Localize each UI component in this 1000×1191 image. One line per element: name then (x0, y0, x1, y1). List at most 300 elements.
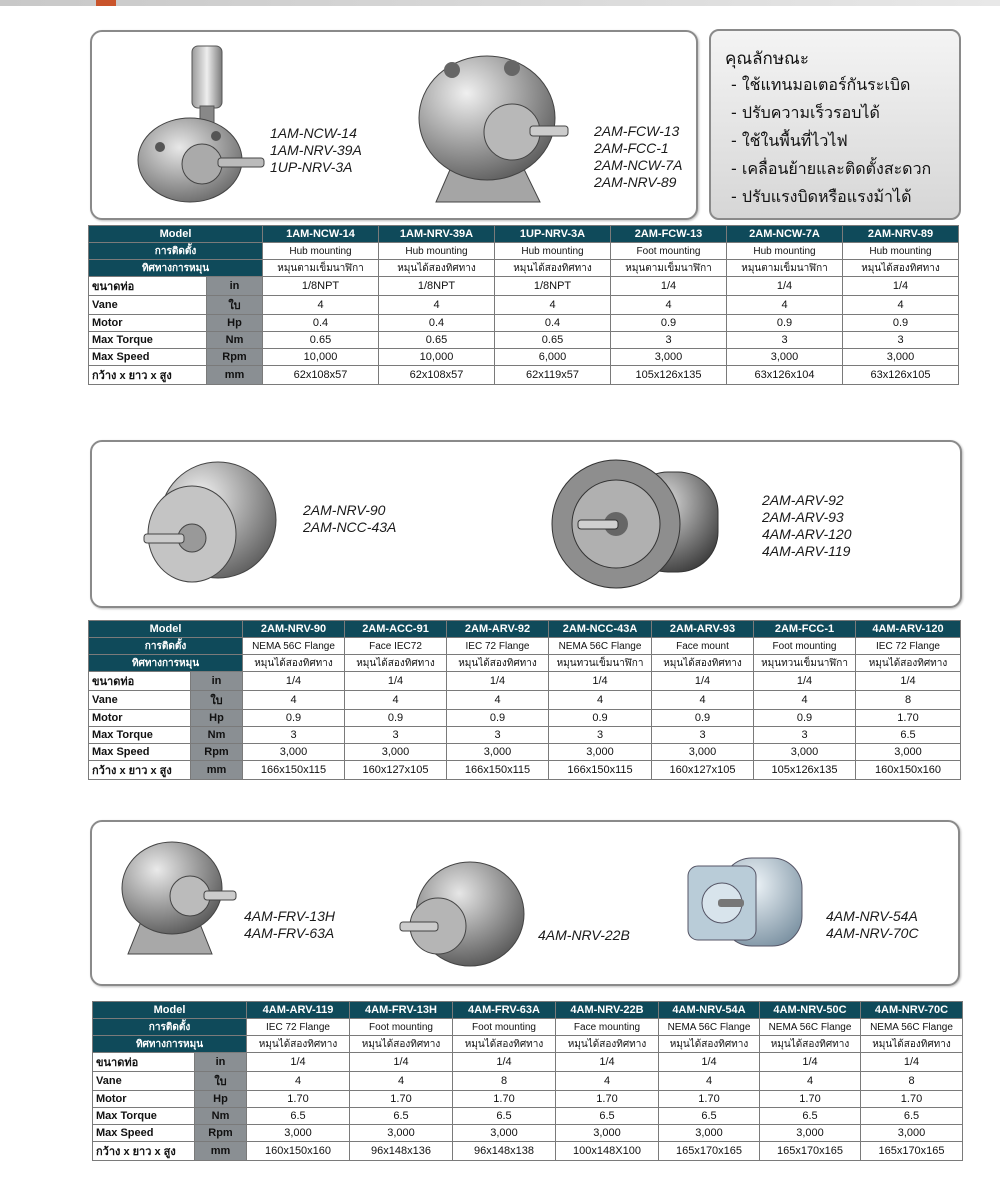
spec-cell: หมุนได้สองทิศทาง (556, 1036, 659, 1053)
spec-cell: IEC 72 Flange (247, 1019, 350, 1036)
model-label: 4AM-FRV-13H (244, 908, 336, 924)
spec-cell: 166x150x115 (447, 761, 549, 780)
row-label: กว้าง x ยาว x สูง (89, 366, 207, 385)
spec-cell: หมุนตามเข็มนาฬิกา (727, 260, 843, 277)
model-header-cell: 2AM-ARV-92 (447, 621, 549, 638)
spec-cell: Hub mounting (727, 243, 843, 260)
spec-cell: 3,000 (856, 744, 961, 761)
model-label: 4AM-ARV-119 (762, 543, 851, 559)
spec-cell: 3,000 (447, 744, 549, 761)
motor-row (93, 1091, 963, 1108)
unit-label: mm (195, 1142, 247, 1161)
model-header-cell: 2AM-ACC-91 (345, 621, 447, 638)
spec-cell: 3,000 (611, 349, 727, 366)
air-motor-image-nema-flange (682, 848, 812, 958)
pipe-size-row (89, 672, 961, 691)
model-header-cell: 2AM-NCW-7A (727, 226, 843, 243)
spec-cell: 1/4 (556, 1053, 659, 1072)
spec-cell: 165x170x165 (861, 1142, 963, 1161)
spec-cell: 105x126x135 (754, 761, 856, 780)
spec-cell: 1/8NPT (379, 277, 495, 296)
row-label: Max Speed (89, 349, 207, 366)
spec-cell: 3 (447, 727, 549, 744)
spec-cell: 8 (856, 691, 961, 710)
pipe-size-row (93, 1053, 963, 1072)
spec-cell: Face IEC72 (345, 638, 447, 655)
spec-cell: 1/4 (727, 277, 843, 296)
spec-cell: 100x148X100 (556, 1142, 659, 1161)
panel3-model-labels-b (538, 927, 630, 944)
vane-row (89, 296, 959, 315)
spec-cell: 62x108x57 (379, 366, 495, 385)
spec-cell: Foot mounting (350, 1019, 453, 1036)
spec-cell: 4 (652, 691, 754, 710)
spec-cell: 0.9 (345, 710, 447, 727)
model-row (89, 226, 959, 243)
spec-cell: 0.4 (379, 315, 495, 332)
features-title: คุณลักษณะ (725, 49, 809, 69)
spec-cell: 166x150x115 (549, 761, 652, 780)
spec-cell: 10,000 (379, 349, 495, 366)
product-panel-3 (90, 820, 960, 986)
spec-cell: 4 (754, 691, 856, 710)
air-motor-image-foot-small (120, 836, 240, 958)
panel2-model-labels-a (303, 502, 396, 536)
spec-cell: 4 (843, 296, 959, 315)
row-label: การติดตั้ง (93, 1019, 247, 1036)
model-header-cell: 4AM-ARV-120 (856, 621, 961, 638)
spec-table-2 (88, 620, 961, 780)
row-label: Vane (93, 1072, 195, 1091)
spec-cell: หมุนได้สองทิศทาง (843, 260, 959, 277)
row-label: Max Torque (93, 1108, 195, 1125)
unit-label: in (191, 672, 243, 691)
spec-cell: หมุนได้สองทิศทาง (652, 655, 754, 672)
spec-cell: 4 (350, 1072, 453, 1091)
row-label: Motor (89, 315, 207, 332)
spec-cell: 0.4 (263, 315, 379, 332)
model-header-cell: 4AM-NRV-70C (861, 1002, 963, 1019)
panel1-model-labels-a (270, 125, 362, 176)
model-header-cell: 2AM-NRV-89 (843, 226, 959, 243)
motor-row (89, 710, 961, 727)
spec-cell: 1.70 (556, 1091, 659, 1108)
spec-cell: 6.5 (760, 1108, 861, 1125)
spec-cell: 1/4 (861, 1053, 963, 1072)
features-list (731, 71, 931, 211)
spec-cell: IEC 72 Flange (856, 638, 961, 655)
spec-cell: 3,000 (243, 744, 345, 761)
spec-cell: 4 (263, 296, 379, 315)
spec-cell: 3 (727, 332, 843, 349)
panel1-model-labels-b (594, 123, 682, 191)
panel3-model-labels-a (244, 908, 335, 942)
spec-cell: 0.65 (379, 332, 495, 349)
row-label: ทิศทางการหมุน (93, 1036, 247, 1053)
spec-cell: หมุนทวนเข็มนาฬิกา (549, 655, 652, 672)
model-label: 4AM-FRV-63A (244, 925, 335, 941)
spec-cell: หมุนทวนเข็มนาฬิกา (754, 655, 856, 672)
unit-label: Nm (195, 1108, 247, 1125)
model-header-cell: 1UP-NRV-3A (495, 226, 611, 243)
air-motor-image-flange (140, 454, 280, 594)
model-header-cell: 4AM-ARV-119 (247, 1002, 350, 1019)
spec-cell: 0.9 (843, 315, 959, 332)
spec-cell: 8 (453, 1072, 556, 1091)
spec-cell: 6,000 (495, 349, 611, 366)
spec-cell: หมุนได้สองทิศทาง (350, 1036, 453, 1053)
spec-cell: 160x150x160 (856, 761, 961, 780)
rotation-row (89, 655, 961, 672)
model-header-cell: 2AM-FCW-13 (611, 226, 727, 243)
feature-item: - เคลื่อนย้ายและติดตั้งสะดวก (731, 155, 931, 183)
spec-cell: หมุนได้สองทิศทาง (247, 1036, 350, 1053)
model-label: 2AM-NCW-7A (594, 157, 683, 173)
unit-label: ใบ (191, 691, 243, 710)
spec-cell: IEC 72 Flange (447, 638, 549, 655)
spec-cell: 63x126x105 (843, 366, 959, 385)
model-label: 4AM-ARV-120 (762, 526, 852, 542)
spec-cell: 3,000 (556, 1125, 659, 1142)
row-label: ขนาดท่อ (89, 277, 207, 296)
spec-cell: 8 (861, 1072, 963, 1091)
spec-cell: 1.70 (247, 1091, 350, 1108)
model-header-cell: 4AM-FRV-63A (453, 1002, 556, 1019)
spec-cell: 1/4 (350, 1053, 453, 1072)
spec-cell: NEMA 56C Flange (760, 1019, 861, 1036)
unit-label: Hp (207, 315, 263, 332)
spec-cell: 4 (611, 296, 727, 315)
spec-cell: Hub mounting (843, 243, 959, 260)
model-label: 2AM-FCC-1 (594, 140, 669, 156)
model-label: 4AM-NRV-54A (826, 908, 918, 924)
spec-table-3 (92, 1001, 963, 1161)
model-header-cell: 1AM-NCW-14 (263, 226, 379, 243)
max-torque-row (93, 1108, 963, 1125)
spec-cell: หมุนได้สองทิศทาง (345, 655, 447, 672)
row-label: ทิศทางการหมุน (89, 260, 263, 277)
spec-cell: 160x127x105 (652, 761, 754, 780)
model-label: 1AM-NCW-14 (270, 125, 357, 141)
rotation-row (89, 260, 959, 277)
spec-cell: Hub mounting (379, 243, 495, 260)
spec-cell: 6.5 (856, 727, 961, 744)
model-label: 4AM-NRV-22B (538, 927, 630, 943)
spec-cell: หมุนได้สองทิศทาง (495, 260, 611, 277)
spec-cell: หมุนได้สองทิศทาง (856, 655, 961, 672)
spec-table-1 (88, 225, 959, 385)
spec-cell: 6.5 (556, 1108, 659, 1125)
spec-cell: 1.70 (659, 1091, 760, 1108)
spec-cell: 1.70 (861, 1091, 963, 1108)
spec-cell: 1/4 (754, 672, 856, 691)
spec-cell: หมุนได้สองทิศทาง (659, 1036, 760, 1053)
spec-cell: Foot mounting (453, 1019, 556, 1036)
spec-cell: 6.5 (861, 1108, 963, 1125)
spec-cell: 4 (549, 691, 652, 710)
unit-label: Rpm (191, 744, 243, 761)
row-label: ทิศทางการหมุน (89, 655, 243, 672)
spec-cell: 3 (345, 727, 447, 744)
unit-label: Hp (191, 710, 243, 727)
max-speed-row (93, 1125, 963, 1142)
spec-cell: 96x148x138 (453, 1142, 556, 1161)
feature-item: - ใช้ในพื้นที่ไวไฟ (731, 127, 931, 155)
spec-cell: 3 (843, 332, 959, 349)
model-header-cell: 2AM-FCC-1 (754, 621, 856, 638)
spec-cell: 0.4 (495, 315, 611, 332)
spec-cell: 105x126x135 (611, 366, 727, 385)
row-label: Max Speed (89, 744, 191, 761)
pipe-size-row (89, 277, 959, 296)
air-motor-image-hub-vertical (120, 42, 270, 212)
spec-cell: 0.9 (549, 710, 652, 727)
spec-cell: 3,000 (652, 744, 754, 761)
unit-label: ใบ (207, 296, 263, 315)
spec-cell: NEMA 56C Flange (861, 1019, 963, 1036)
spec-cell: Hub mounting (263, 243, 379, 260)
spec-cell: 6.5 (453, 1108, 556, 1125)
spec-cell: 1/4 (447, 672, 549, 691)
spec-cell: 3 (754, 727, 856, 744)
spec-cell: 3,000 (861, 1125, 963, 1142)
spec-cell: 3,000 (760, 1125, 861, 1142)
spec-cell: 1/4 (247, 1053, 350, 1072)
model-label: 2AM-ARV-92 (762, 492, 844, 508)
mount-row (89, 243, 959, 260)
dimensions-row (89, 366, 959, 385)
spec-cell: 0.9 (652, 710, 754, 727)
row-label: Motor (93, 1091, 195, 1108)
dimensions-row (89, 761, 961, 780)
spec-cell: 3,000 (453, 1125, 556, 1142)
panel2-model-labels-b (762, 492, 851, 560)
max-speed-row (89, 349, 959, 366)
row-label: Max Speed (93, 1125, 195, 1142)
spec-cell: 4 (447, 691, 549, 710)
spec-cell: 6.5 (659, 1108, 760, 1125)
spec-cell: 1.70 (350, 1091, 453, 1108)
unit-label: Rpm (195, 1125, 247, 1142)
model-header-cell: 4AM-NRV-22B (556, 1002, 659, 1019)
unit-label: mm (191, 761, 243, 780)
spec-cell: 3,000 (350, 1125, 453, 1142)
spec-cell: 6.5 (350, 1108, 453, 1125)
spec-cell: 3,000 (754, 744, 856, 761)
spec-cell: 0.65 (495, 332, 611, 349)
row-label: Model (89, 226, 263, 243)
spec-cell: 3 (652, 727, 754, 744)
spec-cell: 3 (549, 727, 652, 744)
unit-label: in (195, 1053, 247, 1072)
row-label: Max Torque (89, 727, 191, 744)
spec-cell: 3,000 (659, 1125, 760, 1142)
max-speed-row (89, 744, 961, 761)
model-label: 1AM-NRV-39A (270, 142, 362, 158)
spec-cell: 1/4 (453, 1053, 556, 1072)
spec-cell: 10,000 (263, 349, 379, 366)
model-header-cell: 2AM-ARV-93 (652, 621, 754, 638)
rotation-row (93, 1036, 963, 1053)
spec-cell: 96x148x136 (350, 1142, 453, 1161)
spec-cell: Face mount (652, 638, 754, 655)
row-label: Max Torque (89, 332, 207, 349)
spec-cell: 63x126x104 (727, 366, 843, 385)
spec-cell: 160x150x160 (247, 1142, 350, 1161)
unit-label: mm (207, 366, 263, 385)
spec-cell: 0.9 (243, 710, 345, 727)
row-label: ขนาดท่อ (93, 1053, 195, 1072)
panel3-model-labels-c (826, 908, 919, 942)
spec-cell: 62x119x57 (495, 366, 611, 385)
model-header-cell: 1AM-NRV-39A (379, 226, 495, 243)
spec-cell: 3 (243, 727, 345, 744)
spec-cell: 1/4 (549, 672, 652, 691)
model-label: 4AM-NRV-70C (826, 925, 919, 941)
model-label: 2AM-NRV-90 (303, 502, 386, 518)
model-label: 2AM-NCC-43A (303, 519, 397, 535)
spec-cell: 0.9 (754, 710, 856, 727)
spec-cell: 1/4 (611, 277, 727, 296)
spec-cell: 4 (379, 296, 495, 315)
spec-cell: 1.70 (760, 1091, 861, 1108)
row-label: Vane (89, 691, 191, 710)
spec-cell: 3,000 (247, 1125, 350, 1142)
spec-cell: 165x170x165 (659, 1142, 760, 1161)
spec-cell: 1/8NPT (263, 277, 379, 296)
spec-cell: 1/4 (843, 277, 959, 296)
model-row (93, 1002, 963, 1019)
unit-label: Rpm (207, 349, 263, 366)
spec-cell: หมุนได้สองทิศทาง (861, 1036, 963, 1053)
spec-cell: 4 (760, 1072, 861, 1091)
spec-cell: NEMA 56C Flange (243, 638, 345, 655)
row-label: กว้าง x ยาว x สูง (89, 761, 191, 780)
spec-cell: หมุนได้สองทิศทาง (379, 260, 495, 277)
model-row (89, 621, 961, 638)
unit-label: in (207, 277, 263, 296)
spec-cell: หมุนได้สองทิศทาง (453, 1036, 556, 1053)
spec-cell: 3,000 (345, 744, 447, 761)
spec-cell: หมุนได้สองทิศทาง (243, 655, 345, 672)
unit-label: Nm (191, 727, 243, 744)
feature-item: - ปรับความเร็วรอบได้ (731, 99, 931, 127)
spec-cell: 62x108x57 (263, 366, 379, 385)
unit-label: Nm (207, 332, 263, 349)
product-panel-1 (90, 30, 698, 220)
spec-cell: 1/4 (652, 672, 754, 691)
row-label: Vane (89, 296, 207, 315)
spec-cell: 165x170x165 (760, 1142, 861, 1161)
spec-cell: Foot mounting (754, 638, 856, 655)
spec-cell: 3,000 (843, 349, 959, 366)
spec-cell: 4 (659, 1072, 760, 1091)
mount-row (89, 638, 961, 655)
spec-cell: 4 (247, 1072, 350, 1091)
unit-label: ใบ (195, 1072, 247, 1091)
row-label: กว้าง x ยาว x สูง (93, 1142, 195, 1161)
spec-cell: 0.9 (611, 315, 727, 332)
spec-cell: 160x127x105 (345, 761, 447, 780)
model-label: 2AM-ARV-93 (762, 509, 844, 525)
spec-cell: Face mounting (556, 1019, 659, 1036)
spec-cell: 0.9 (447, 710, 549, 727)
features-box (709, 29, 961, 220)
spec-cell: 1/4 (345, 672, 447, 691)
row-label: Model (93, 1002, 247, 1019)
spec-cell: 1/4 (856, 672, 961, 691)
spec-cell: Hub mounting (495, 243, 611, 260)
row-label: Model (89, 621, 243, 638)
top-rule (0, 0, 1000, 6)
spec-cell: 1/8NPT (495, 277, 611, 296)
spec-cell: NEMA 56C Flange (549, 638, 652, 655)
max-torque-row (89, 332, 959, 349)
spec-cell: 4 (243, 691, 345, 710)
spec-cell: 4 (495, 296, 611, 315)
model-label: 1UP-NRV-3A (270, 159, 353, 175)
model-label: 2AM-NRV-89 (594, 174, 677, 190)
spec-cell: หมุนได้สองทิศทาง (447, 655, 549, 672)
spec-cell: หมุนตามเข็มนาฬิกา (263, 260, 379, 277)
spec-cell: 1/4 (659, 1053, 760, 1072)
spec-cell: 4 (556, 1072, 659, 1091)
top-accent (96, 0, 116, 6)
row-label: การติดตั้ง (89, 243, 263, 260)
product-panel-2 (90, 440, 962, 608)
row-label: Motor (89, 710, 191, 727)
spec-cell: 6.5 (247, 1108, 350, 1125)
spec-cell: 1/4 (243, 672, 345, 691)
spec-cell: 1/4 (760, 1053, 861, 1072)
model-header-cell: 4AM-NRV-54A (659, 1002, 760, 1019)
spec-cell: 0.65 (263, 332, 379, 349)
dimensions-row (93, 1142, 963, 1161)
row-label: การติดตั้ง (89, 638, 243, 655)
spec-cell: 3 (611, 332, 727, 349)
model-header-cell: 2AM-NRV-90 (243, 621, 345, 638)
spec-cell: 4 (727, 296, 843, 315)
model-header-cell: 2AM-NCC-43A (549, 621, 652, 638)
air-motor-image-foot-mount (412, 40, 572, 212)
spec-cell: หมุนตามเข็มนาฬิกา (611, 260, 727, 277)
feature-item: - ใช้แทนมอเตอร์กันระเบิด (731, 71, 931, 99)
row-label: ขนาดท่อ (89, 672, 191, 691)
spec-cell: 1.70 (856, 710, 961, 727)
max-torque-row (89, 727, 961, 744)
spec-cell: 0.9 (727, 315, 843, 332)
spec-cell: 3,000 (727, 349, 843, 366)
spec-cell: 166x150x115 (243, 761, 345, 780)
spec-cell: 3,000 (549, 744, 652, 761)
vane-row (93, 1072, 963, 1091)
feature-item: - ปรับแรงบิดหรือแรงม้าได้ (731, 183, 931, 211)
motor-row (89, 315, 959, 332)
spec-cell: 1.70 (453, 1091, 556, 1108)
spec-cell: หมุนได้สองทิศทาง (760, 1036, 861, 1053)
mount-row (93, 1019, 963, 1036)
spec-cell: Foot mounting (611, 243, 727, 260)
model-label: 2AM-FCW-13 (594, 123, 680, 139)
unit-label: Hp (195, 1091, 247, 1108)
vane-row (89, 691, 961, 710)
spec-cell: NEMA 56C Flange (659, 1019, 760, 1036)
air-motor-image-iec-flange (548, 454, 728, 594)
model-header-cell: 4AM-NRV-50C (760, 1002, 861, 1019)
air-motor-image-face-mount (398, 858, 528, 976)
spec-cell: 4 (345, 691, 447, 710)
model-header-cell: 4AM-FRV-13H (350, 1002, 453, 1019)
